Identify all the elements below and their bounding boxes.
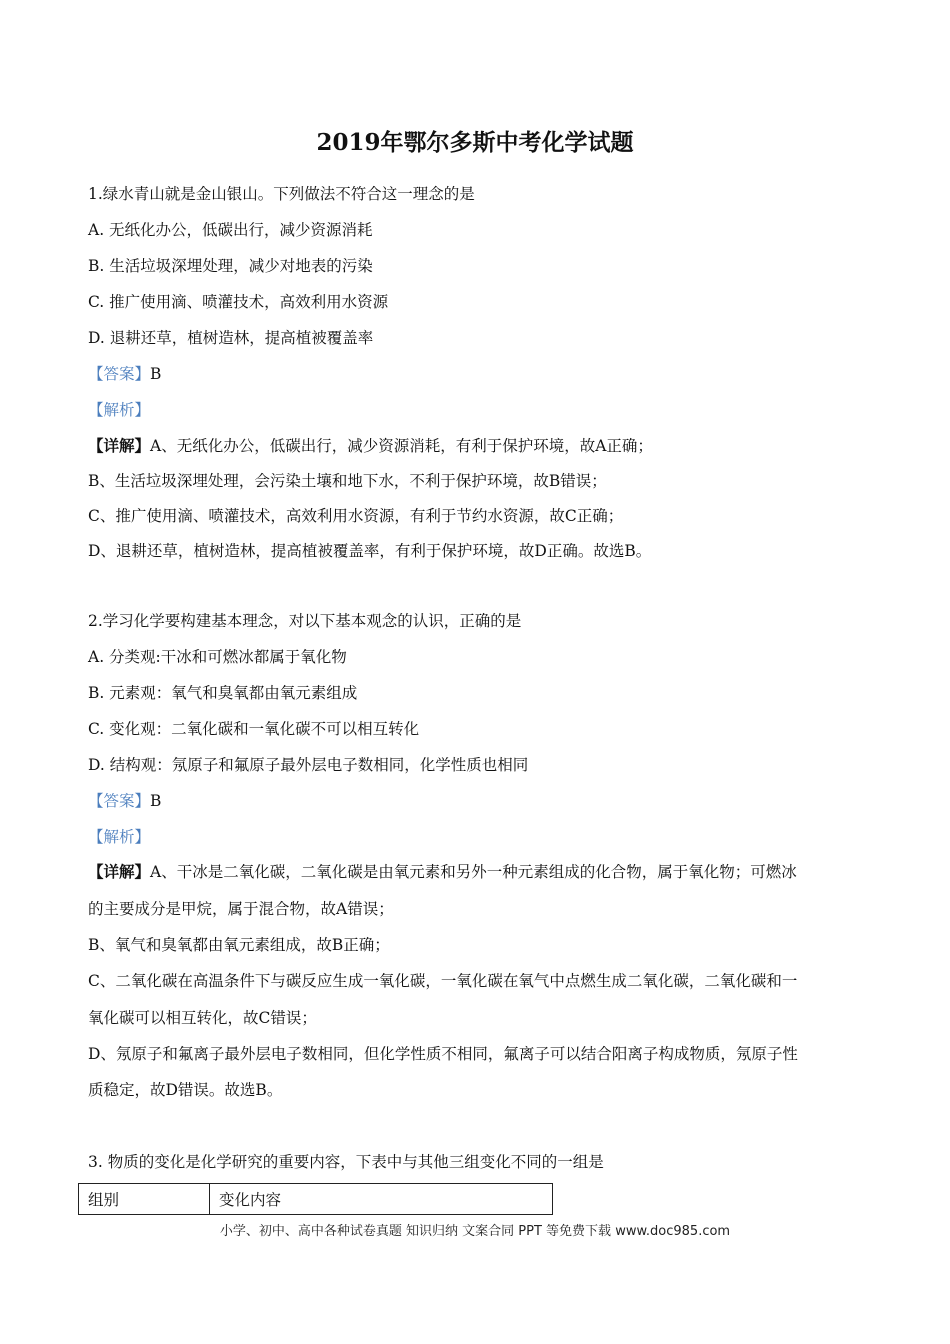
page-footer: 小学、初中、高中各种试卷真题 知识归纳 文案合同 PPT 等免费下载 www.doc985.com [219, 1224, 731, 1239]
question-2-detail-line-5: 氧化碳可以相互转化，故C错误； [88, 1009, 317, 1027]
question-2-analysis-tag [88, 827, 150, 847]
question-2-option-b: B. 元素观：氧气和臭氧都由氧元素组成 [88, 684, 358, 702]
answer-tag: 【答案】 [88, 792, 151, 810]
question-2-option-c: C. 变化观：二氧化碳和一氧化碳不可以相互转化 [88, 720, 420, 738]
answer-tag: 【答案】 [88, 365, 151, 383]
question-1-analysis-tag [88, 400, 150, 420]
analysis-tag: 【解析】 [88, 828, 151, 846]
answer-value: B [150, 365, 162, 383]
detail-text: A、干冰是二氧化碳，二氧化碳是由氧元素和另外一种元素组成的化合物，属于氧化物；可燃冰 [150, 863, 797, 881]
question-1-option-d: D. 退耕还草，植树造林，提高植被覆盖率 [88, 329, 374, 347]
question-2-option-a: A. 分类观:干冰和可燃冰都属于氧化物 [88, 648, 347, 666]
question-1-option-c: C. 推广使用滴、喷灌技术，高效利用水资源 [88, 293, 389, 311]
question-1-detail-line-4: D、退耕还草，植树造林，提高植被覆盖率，有利于保护环境，故D正确。故选B。 [88, 542, 652, 560]
question-1-answer [88, 364, 161, 384]
question-1-option-a: A. 无纸化办公，低碳出行，减少资源消耗 [88, 221, 373, 239]
page-title: 2019年鄂尔多斯中考化学试题 [316, 129, 634, 156]
question-3-stem: 3. 物质的变化是化学研究的重要内容，下表中与其他三组变化不同的一组是 [88, 1153, 604, 1171]
question-1-detail-line-3: C、推广使用滴、喷灌技术，高效利用水资源，有利于节约水资源，故C正确； [88, 507, 624, 525]
question-2-detail-line-6: D、氖原子和氟离子最外层电子数相同，但化学性质不相同，氟离子可以结合阳离子构成物质，氖原子性 [88, 1045, 798, 1063]
question-2-answer [88, 791, 161, 811]
question-2-stem: 2.学习化学要构建基本理念，对以下基本观念的认识，正确的是 [88, 612, 522, 630]
question-2-detail-line-2: 的主要成分是甲烷，属于混合物，故A错误； [88, 900, 394, 918]
analysis-tag: 【解析】 [88, 401, 151, 419]
answer-value: B [150, 792, 162, 810]
question-3-table [78, 1183, 553, 1215]
question-2-detail-line-3: B、氧气和臭氧都由氧元素组成，故B正确； [88, 936, 390, 954]
table-header-change: 变化内容 [210, 1184, 553, 1215]
question-1-detail-line-2: B、生活垃圾深埋处理，会污染土壤和地下水，不利于保护环境，故B错误； [88, 472, 607, 490]
table-header-row [79, 1184, 553, 1215]
table-header-group: 组别 [79, 1184, 210, 1215]
question-2-detail-line-7: 质稳定，故D错误。故选B。 [88, 1081, 283, 1099]
detail-text: A、无纸化办公，低碳出行，减少资源消耗，有利于保护环境，故A正确； [150, 437, 653, 455]
detail-tag: 【详解】 [88, 862, 151, 881]
detail-tag: 【详解】 [88, 436, 151, 455]
question-2-option-d: D. 结构观：氖原子和氟原子最外层电子数相同，化学性质也相同 [88, 756, 529, 774]
question-1-option-b: B. 生活垃圾深埋处理，减少对地表的污染 [88, 257, 373, 275]
question-1-detail-line-1 [88, 436, 653, 456]
question-2-detail-line-1 [88, 862, 797, 882]
question-2-detail-line-4: C、二氧化碳在高温条件下与碳反应生成一氧化碳，一氧化碳在氧气中点燃生成二氧化碳，二氧化碳和一 [88, 972, 798, 990]
question-1-stem: 1.绿水青山就是金山银山。下列做法不符合这一理念的是 [88, 185, 475, 203]
